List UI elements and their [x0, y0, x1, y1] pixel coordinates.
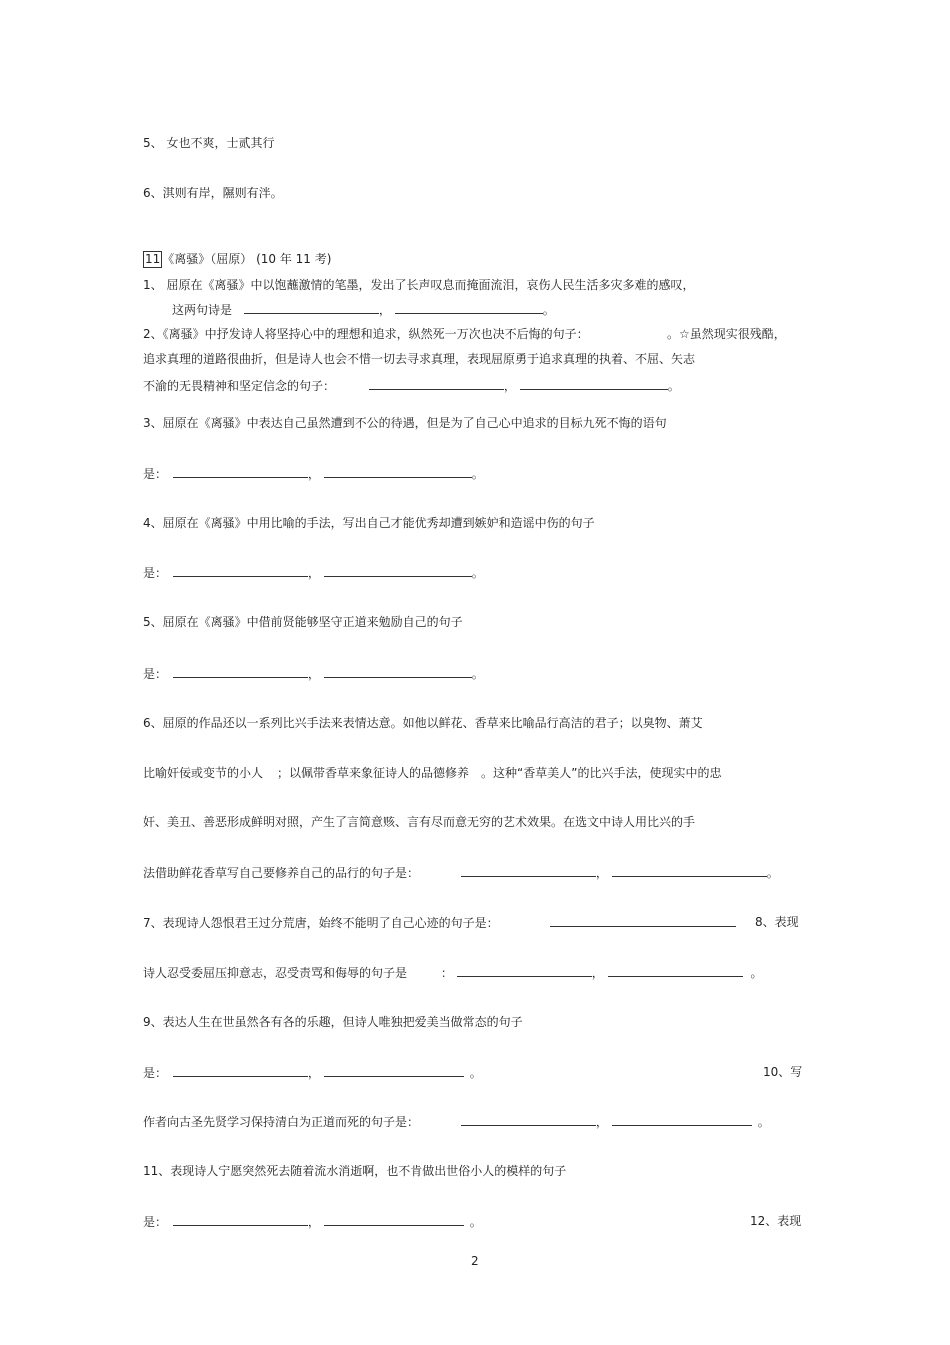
- answer-blank[interactable]: [612, 1113, 752, 1126]
- question-2-lead: 不渝的无畏精神和坚定信念的句子：: [143, 379, 336, 393]
- question-8-lead: 诗人忍受委屈压抑意志，忍受责骂和侮辱的句子是: [143, 966, 408, 980]
- answer-blank[interactable]: [324, 1213, 464, 1226]
- answer-blank[interactable]: [324, 564, 472, 577]
- period: 。: [471, 467, 484, 481]
- comma: ，: [595, 866, 608, 880]
- comma: ，: [307, 1215, 320, 1229]
- question-2-text: 2、《离骚》中抒发诗人将坚持心中的理想和追求，纵然死一万次也决不后悔的句子：: [143, 327, 589, 341]
- question-3-answer: [143, 465, 484, 482]
- line-5: 5、 女也不爽，士贰其行: [143, 136, 275, 150]
- answer-blank[interactable]: [395, 301, 543, 314]
- question-1-lead: 这两句诗是: [172, 303, 233, 317]
- question-6-part-2: ；以佩带香草来象征诗人的品德修养: [277, 766, 470, 780]
- question-6-part-3: 。这种“香草美人”的比兴手法，使现实中的忠: [481, 766, 722, 780]
- answer-blank[interactable]: [173, 1064, 308, 1077]
- answer-lead: 是：: [143, 1215, 168, 1229]
- question-7-answer: [143, 914, 736, 931]
- answer-blank[interactable]: [173, 465, 308, 478]
- question-6-text-cont: [143, 765, 721, 781]
- answer-blank[interactable]: [461, 864, 596, 877]
- comma: ，: [595, 1115, 608, 1129]
- question-6-text: 6、屈原的作品还以一系列比兴手法来表情达意。如他以鲜花、香草来比喻品行高洁的君子；以臭物、萧艾: [143, 716, 703, 730]
- answer-blank[interactable]: [461, 1113, 596, 1126]
- line-6: 6、淇则有岸，隰则有泮。: [143, 186, 283, 200]
- answer-blank[interactable]: [369, 377, 504, 390]
- answer-blank[interactable]: [324, 665, 472, 678]
- period: 。: [750, 966, 763, 980]
- question-2-answer: [143, 377, 680, 394]
- question-2-text-cont: 追求真理的道路很曲折，但是诗人也会不惜一切去寻求真理，表现屈原勇于追求真理的执着、不屈、矢志: [143, 352, 696, 366]
- answer-blank[interactable]: [173, 665, 308, 678]
- period: 。: [469, 1066, 482, 1080]
- answer-lead: 是：: [143, 667, 168, 681]
- question-4-answer: [143, 564, 484, 581]
- answer-blank[interactable]: [612, 864, 767, 877]
- answer-blank[interactable]: [324, 1064, 464, 1077]
- comma: ，: [591, 966, 604, 980]
- comma: ，: [307, 1066, 320, 1080]
- answer-blank[interactable]: [457, 964, 592, 977]
- section-heading: [143, 251, 331, 268]
- question-10-lead: 作者向古圣先贤学习保持清白为正道而死的句子是：: [143, 1115, 420, 1129]
- answer-blank[interactable]: [608, 964, 743, 977]
- comma: ，: [378, 303, 391, 317]
- question-10-number: 10、写: [763, 1065, 803, 1079]
- question-7-lead: 7、表现诗人怨恨君王过分荒唐，始终不能明了自己心迹的句子是：: [143, 916, 499, 930]
- question-8-number: 8、表现: [755, 915, 799, 929]
- comma: ，: [307, 467, 320, 481]
- answer-lead: 是：: [143, 467, 168, 481]
- section-title: 《离骚》（屈原） (10 年 11 考): [162, 252, 332, 266]
- comma: ，: [307, 667, 320, 681]
- answer-blank[interactable]: [173, 1213, 308, 1226]
- period: 。: [471, 667, 484, 681]
- question-3-text: 3、屈原在《离骚》中表达自己虽然遭到不公的待遇，但是为了自己心中追求的目标九死不悔的语句: [143, 416, 667, 430]
- answer-blank[interactable]: [324, 465, 472, 478]
- answer-blank[interactable]: [173, 564, 308, 577]
- question-10-answer: [143, 1113, 770, 1130]
- period: 。: [542, 303, 555, 317]
- colon: ：: [440, 966, 453, 980]
- answer-blank[interactable]: [550, 914, 736, 927]
- period: 。: [469, 1215, 482, 1229]
- page-number: 2: [471, 1254, 479, 1268]
- section-number-box: 11: [145, 252, 161, 266]
- period: 。: [471, 566, 484, 580]
- answer-lead: 是：: [143, 1066, 168, 1080]
- period: 。: [766, 866, 779, 880]
- question-11-answer: [143, 1213, 482, 1230]
- period: 。: [667, 379, 680, 393]
- question-2-text-end: 。☆虽然现实很残酷，: [667, 327, 786, 341]
- question-6-text-cont-2: 奸、美丑、善恶形成鲜明对照，产生了言简意赅、言有尽而意无穷的艺术效果。在选文中诗人用比兴的手: [143, 815, 696, 829]
- question-12-number: 12、表现: [750, 1214, 802, 1228]
- period: 。: [757, 1115, 770, 1129]
- question-5-text: 5、屈原在《离骚》中借前贤能够坚守正道来勉励自己的句子: [143, 615, 463, 629]
- answer-blank[interactable]: [244, 301, 379, 314]
- question-11-text: 11、表现诗人宁愿突然死去随着流水消逝啊，也不肯做出世俗小人的模样的句子: [143, 1164, 567, 1178]
- answer-lead: 是：: [143, 566, 168, 580]
- question-9-answer: [143, 1064, 482, 1081]
- question-1-answer: [172, 301, 555, 318]
- question-1-text: 1、 屈原在《离骚》中以饱蘸激情的笔墨，发出了长声叹息而掩面流泪，哀伤人民生活多灾多难的感叹，: [143, 278, 695, 292]
- comma: ，: [307, 566, 320, 580]
- question-8-answer: [143, 964, 763, 981]
- comma: ，: [503, 379, 516, 393]
- answer-blank[interactable]: [520, 377, 668, 390]
- question-6-answer: [143, 864, 779, 881]
- question-4-text: 4、屈原在《离骚》中用比喻的手法，写出自己才能优秀却遭到嫉妒和造谣中伤的句子: [143, 516, 595, 530]
- question-6-lead: 法借助鲜花香草写自己要修养自己的品行的句子是：: [143, 866, 420, 880]
- question-6-part-1: 比喻奸佞或变节的小人: [143, 766, 264, 780]
- question-5-answer: [143, 665, 484, 682]
- question-9-text: 9、表达人生在世虽然各有各的乐趣，但诗人唯独把爱美当做常态的句子: [143, 1015, 523, 1029]
